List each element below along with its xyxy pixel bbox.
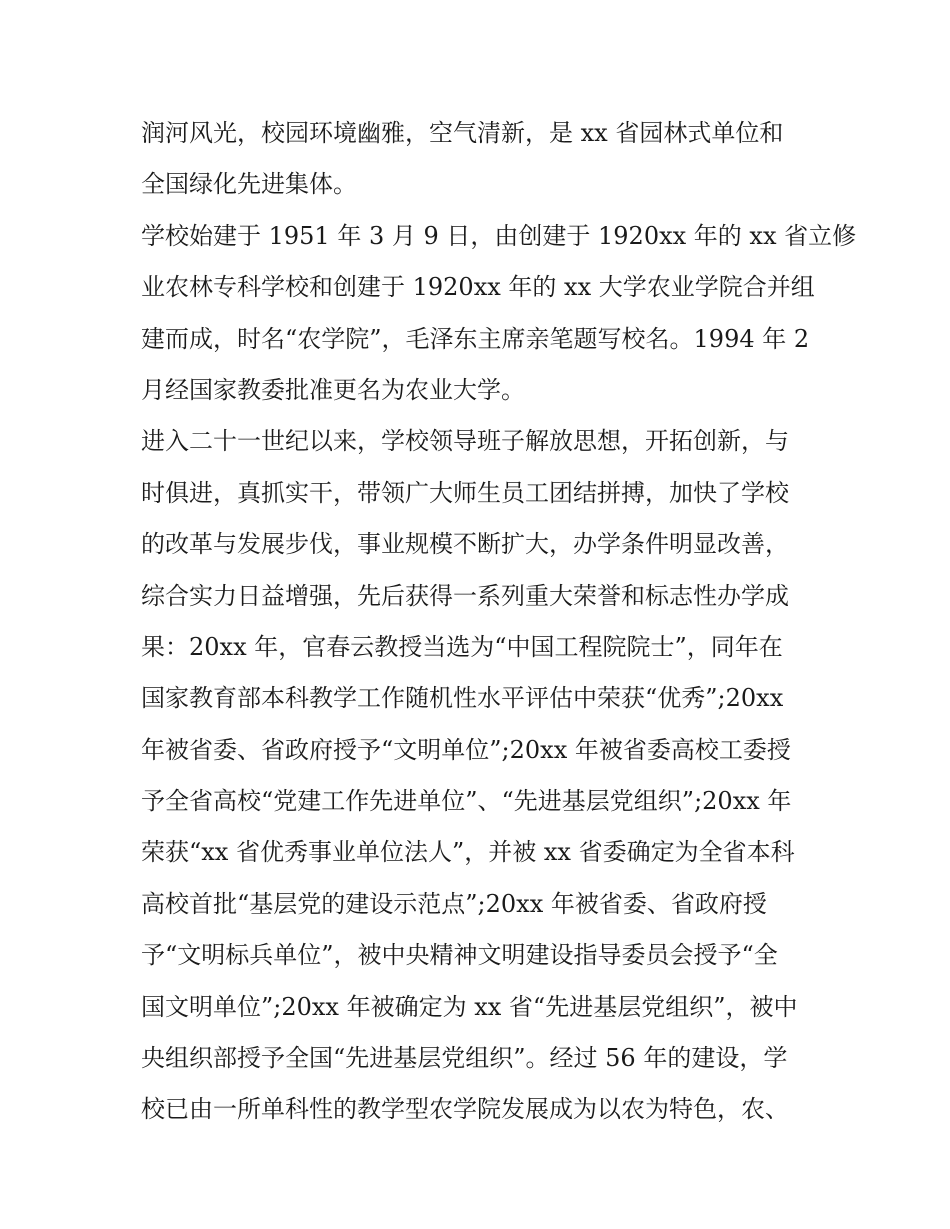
text-line-13: 年被省委、省政府授予“文明单位”;20xx 年被省委高校工委授 xyxy=(141,735,791,764)
text-line-12: 国家教育部本科教学工作随机性水平评估中荣获“优秀”;20xx xyxy=(141,684,784,713)
text-line-2: 全国绿化先进集体。 xyxy=(141,170,357,199)
text-line-17: 予“文明标兵单位”，被中央精神文明建设指导委员会授予“全 xyxy=(141,941,778,970)
text-line-7: 进入二十一世纪以来，学校领导班子解放思想，开拓创新，与 xyxy=(141,427,789,456)
text-line-3: 学校始建于 1951 年 3 月 9 日，由创建于 1920xx 年的 xx 省立修 xyxy=(141,221,857,250)
text-line-19: 央组织部授予全国“先进基层党组织”。经过 56 年的建设，学 xyxy=(141,1044,788,1073)
text-line-8: 时俱进，真抓实干，带领广大师生员工团结拼搏，加快了学校 xyxy=(141,478,789,507)
text-line-15: 荣获“xx 省优秀事业单位法人”，并被 xx 省委确定为全省本科 xyxy=(141,838,795,867)
text-line-5: 建而成，时名“农学院”，毛泽东主席亲笔题写校名。1994 年 2 xyxy=(141,324,810,353)
text-line-4: 业农林专科学校和创建于 1920xx 年的 xx 大学农业学院合并组 xyxy=(141,273,815,302)
body-text xyxy=(141,108,857,1136)
text-line-10: 综合实力日益增强，先后获得一系列重大荣誉和标志性办学成 xyxy=(141,581,789,610)
text-line-6: 月经国家教委批准更名为农业大学。 xyxy=(141,375,525,404)
text-line-1: 润河风光，校园环境幽雅，空气清新，是 xx 省园林式单位和 xyxy=(141,119,784,147)
text-line-20: 校已由一所单科性的教学型农学院发展成为以农为特色，农、 xyxy=(141,1095,789,1124)
text-line-11: 果：20xx 年，官春云教授当选为“中国工程院院士”，同年在 xyxy=(141,632,783,661)
text-line-16: 高校首批“基层党的建设示范点”;20xx 年被省委、省政府授 xyxy=(141,889,767,918)
text-line-18: 国文明单位”;20xx 年被确定为 xx 省“先进基层党组织”，被中 xyxy=(141,992,798,1021)
text-line-14: 予全省高校“党建工作先进单位”、“先进基层党组织”;20xx 年 xyxy=(141,787,792,816)
text-line-9: 的改革与发展步伐，事业规模不断扩大，办学条件明显改善， xyxy=(141,530,789,559)
